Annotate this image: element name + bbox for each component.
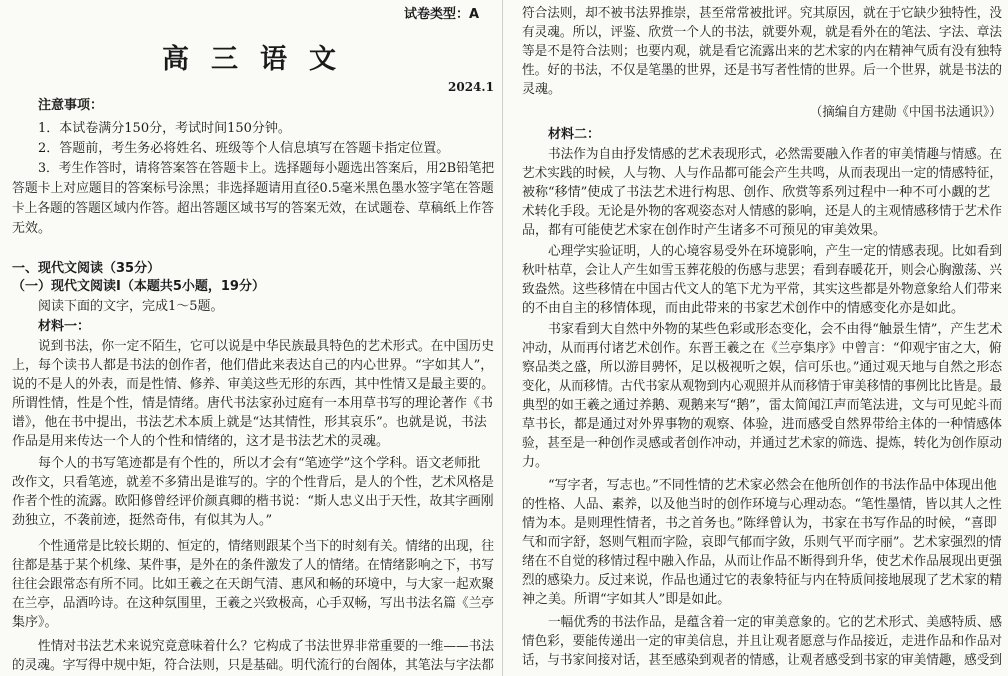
body-line: 术转化手段。无论是外物的客观姿态对人情感的影响，还是人的主观情感移情于艺术作 bbox=[522, 204, 1003, 219]
body-line: 气和而字舒，怒则气粗而字险，哀即气郁而字敛，乐则气平而字丽”。艺术家强烈的情 bbox=[522, 535, 1002, 550]
body-line: 情为本。是则理性情者，书之首务也。”陈绎曾认为，书家在书写作品的时候，“喜即 bbox=[522, 516, 997, 531]
body-line: 往往会跟常态有所不同。比如王羲之在天朗气清、惠风和畅的环境中，与大家一起欢聚 bbox=[12, 577, 495, 592]
body-line: 致盎然。这些移情在中国古代文人的笔下尤为平常，其实这些都是外物意象给人们带来 bbox=[522, 282, 1003, 297]
exam-type: 试卷类型：A bbox=[404, 7, 480, 22]
body-line: 话，与书家间接对话，甚至感染到观者的情感，让观者感受到书家的审美情趣，感受到 bbox=[522, 653, 1003, 668]
body-line: 心理学实验证明，人的心境容易受外在环境影响，产生一定的情感表现。比如看到 bbox=[548, 244, 1003, 259]
body-line: 性情对书法艺术来说究竟意味着什么？它构成了书法世界非常重要的一维——书法 bbox=[38, 639, 495, 654]
body-line: 书家看到大自然中外物的某些色彩或形态变化，会不由得“触景生情”，产生艺术 bbox=[548, 322, 1003, 337]
body-line: 个性通常是比较长期的、恒定的，情绪则跟某个当下的时刻有关。情绪的出现，往 bbox=[38, 539, 495, 554]
body-line: 艺术实践的时候，人与物、人与作品都可能会产生共鸣，从而表现出一定的情感特征， bbox=[522, 166, 1003, 181]
notice-line: 2．答题前，考生务必将姓名、班级等个人信息填写在答题卡指定位置。 bbox=[38, 141, 450, 156]
body-line: 集序》。 bbox=[12, 615, 58, 630]
body-line: 一幅优秀的书法作品，是蕴含着一定的审美意象的。它的艺术形式、美感特质、感 bbox=[548, 615, 1003, 630]
notice-line: 1．本试卷满分150分，考试时间150分钟。 bbox=[38, 121, 291, 136]
body-line: 说到书法，你一定不陌生，它可以说是中华民族最具特色的艺术形式。在中国历史 bbox=[38, 339, 495, 354]
body-line: 被称“移情”使成了书法艺术进行构思、创作、欣赏等系列过程中一种不可小觑的艺 bbox=[522, 185, 991, 200]
right-column bbox=[512, 0, 1008, 676]
body-line: 的灵魂。字写得中规中矩，符合法则，只是基础。明代流行的台阁体，其笔法与字法都 bbox=[12, 658, 495, 673]
paper-title: 高三语文 bbox=[162, 44, 358, 75]
material-label: 材料二： bbox=[548, 127, 601, 142]
body-line: 作者个性的流露。欧阳修曾经评价颜真卿的楷书说：“斯人忠义出于天性，故其字画刚 bbox=[12, 494, 494, 509]
body-line: 典型的如王羲之通过养鹅、观鹅来写“鹅”，雷太简闻江声而笔法进，文与可见蛇斗而 bbox=[522, 398, 1003, 413]
body-line: 的性格、人品、素养，以及他当时的创作环境与心理动态。“笔性墨情，皆以其人之性 bbox=[522, 497, 1002, 512]
section-heading: 一、现代文阅读（35分） bbox=[12, 261, 161, 276]
exam-date: 2024.1 bbox=[448, 80, 494, 94]
body-line: 情色彩，要能传递出一定的审美信息，并且让观者愿意与作品接近，走进作品和作品对 bbox=[522, 634, 1003, 649]
body-line: 每个人的书写笔迹都是有个性的，所以才会有“笔迹学”这个学科。语文老师批 bbox=[38, 456, 481, 471]
body-line: 符合法则，却不被书法界推崇，甚至常常被批评。究其原因，就在于它缺少独特性，没 bbox=[522, 6, 1003, 21]
body-line: 绪在不自觉的移情过程中融入作品，从而让作品不断得到升华，使艺术作品展现出更强 bbox=[522, 554, 1003, 569]
source-citation: （摘编自方建勋《中国书法通识》） bbox=[810, 105, 1002, 120]
left-column bbox=[0, 0, 500, 676]
body-line: 书法作为自由抒发情感的艺术表现形式，必然需要融入作者的审美情趣与情感。在 bbox=[548, 147, 1003, 162]
notice-line: 3．考生作答时，请将答案答在答题卡上。选择题每小题选出答案后，用2B铅笔把 bbox=[38, 161, 495, 176]
body-line: 验，甚至是一种创作灵感或者创作冲动，并通过艺术家的筛选、提炼，转化为创作原动 bbox=[522, 436, 1003, 451]
body-line: 往都是基于某个机缘、某件事，是外在的条件激发了人的情绪。在情绪影响之下，书写 bbox=[12, 558, 495, 573]
body-line: 性。好的书法，不仅是笔墨的世界，还是书写者性情的世界。后一个世界，就是书法的 bbox=[522, 63, 1003, 78]
body-line: 品，都有可能使艺术家在创作时产生诸多不可预见的审美效果。 bbox=[522, 223, 887, 238]
body-line: 改作文，只看笔迹，就差不多猜出是谁写的。字的个性背后，是人的个性，艺术风格是 bbox=[12, 475, 495, 490]
material-label: 材料一： bbox=[38, 319, 91, 334]
notice-line: 无效。 bbox=[12, 221, 52, 236]
body-line: 力。 bbox=[522, 455, 549, 470]
body-line: 在兰亭，品酒吟诗。在这种氛围里，王羲之兴致极高，心手双畅，写出书法名篇《兰亭 bbox=[12, 596, 495, 611]
body-line: “写字者，写志也。”不同性情的艺术家必然会在他所创作的书法作品中体现出他 bbox=[548, 478, 997, 493]
body-line: 察品类之盛，所以游目骋怀，足以极视听之娱，信可乐也。”通过观天地与自然之形态 bbox=[522, 360, 1003, 375]
body-line: 上，每个读书人都是书法的创作者，他们借此来表达自己的内心世界。“字如其人”， bbox=[12, 358, 494, 373]
body-line: 等是不是符合法则；也要内观，就是看它流露出来的艺术家的内在精神气质有没有独特 bbox=[522, 44, 1003, 59]
body-line: 烈的感染力。反过来说，作品也通过它的表象特征与内在特质间接地展现了艺术家的精 bbox=[522, 573, 1003, 588]
body-line: 说的不是人的外表，而是性情、修养、审美这些无形的东西，其中性情又是最主要的。 bbox=[12, 377, 495, 392]
body-line: 神之美。所谓“字如其人”即是如此。 bbox=[522, 592, 731, 607]
body-line: 劲独立，不袭前迹，挺然奇伟，有似其为人。” bbox=[12, 513, 273, 528]
body-line: 的不由自主的移情体现，而由此带来的书家艺术创作中的情感变化亦是如此。 bbox=[522, 301, 965, 316]
notice-line: 答题卡上对应题目的答案标号涂黑；非选择题请用直径0.5毫米黑色墨水签字笔在答题 bbox=[12, 181, 494, 196]
body-line: 变化，从而移情。古代书家从观物到内心观照并从而移情于审美移情的事例比比皆是。最 bbox=[522, 379, 1002, 394]
body-line: 有灵魂。所以，评鉴、欣赏一个人的书法，就要外观，就是看外在的笔法、字法、章法 bbox=[522, 25, 1003, 40]
body-line: 草书长，都是通过对外界事物的观察、体验，进而感受自然界带给主体的一种情感体 bbox=[522, 417, 1003, 432]
instruction-text: 阅读下面的文字，完成1～5题。 bbox=[38, 299, 224, 314]
notice-line: 卡上各题的答题区域内作答。超出答题区域书写的答案无效，在试题卷、草稿纸上作答 bbox=[12, 201, 495, 216]
column-divider bbox=[502, 0, 503, 676]
body-line: 谱》，他在书中提出，书法艺术本质上就是“达其情性，形其哀乐”。也就是说，书法 bbox=[12, 415, 487, 430]
body-line: 冲动，从而再付诸艺术创作。东晋王羲之在《兰亭集序》中曾言：“仰观宇宙之大，俯 bbox=[522, 341, 1002, 356]
body-line: 作品是用来传达一个人的个性和情绪的，这才是书法艺术的灵魂。 bbox=[12, 434, 390, 449]
body-line: 所谓性情，性是个性，情是情绪。唐代书法家孙过庭有一本用草书写的理论著作《书 bbox=[12, 396, 494, 411]
body-line: 灵魂。 bbox=[522, 82, 562, 97]
notice-heading: 注意事项： bbox=[38, 98, 104, 113]
body-line: 秋叶枯草，会让人产生如雪玉葬花般的伤感与悲罢；看到春暖花开，则会心胸激荡、兴 bbox=[522, 263, 1003, 278]
subsection-heading: （一）现代文阅读Ⅰ（本题共5小题，19分） bbox=[12, 279, 265, 294]
